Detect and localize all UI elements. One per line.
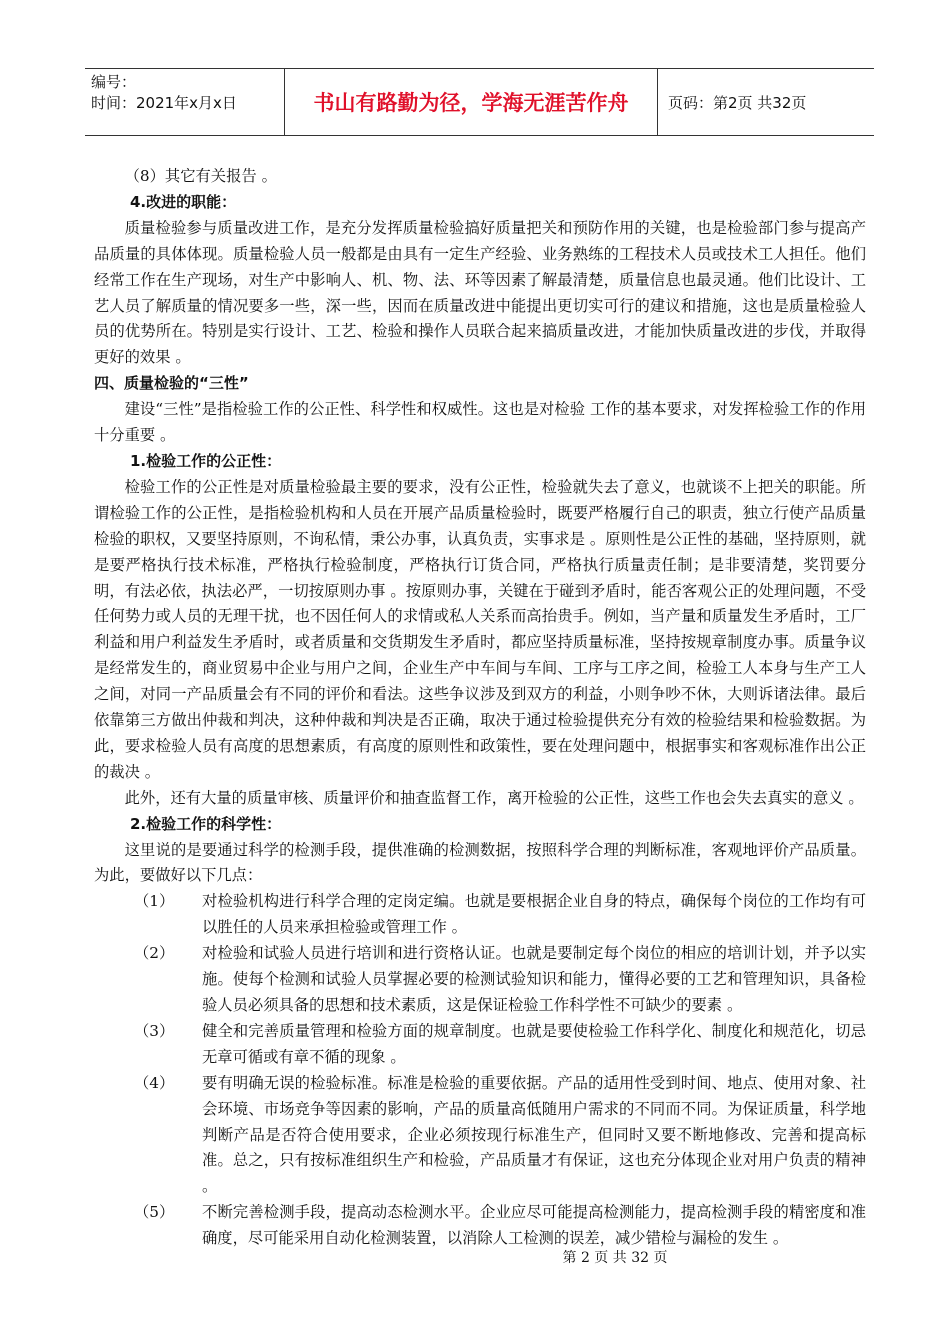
page-header	[85, 68, 874, 136]
number-label: 编号：	[91, 73, 137, 91]
header-meta	[85, 69, 285, 135]
list-item-number: （5）	[134, 1203, 175, 1222]
list-item-text: 要有明确无误的检验标准。标准是检验的重要依据。产品的适用性受到时间、地点、使用对象、社会环境、市场竞争等因素的影响，产品的质量高低随用户需求的不同而不同。为保证质量，科学地判断产品是否符合使用要求，企业必须按现行标准生产，但同时又要不断地修改、完善和提高标准。总之，只有按标准组织生产和检验，产品质量才有保证，这也充分体现企业对用户负责的精神 。	[202, 1073, 866, 1196]
paragraph-scientific: 这里说的是要通过科学的检测手段，提供准确的检测数据，按照科学合理的判断标准，客观地评价产品质量。为此，要做好以下几点：	[94, 840, 866, 885]
heading-fairness: 1.检验工作的公正性：	[130, 451, 282, 470]
list-item-number: （1）	[134, 892, 175, 911]
header-page-label: 页码：第2页 共32页	[668, 93, 807, 112]
paragraph-improve: 质量检验参与质量改进工作，是充分发挥质量检验搞好质量把关和预防作用的关键，也是检验部门参与提高产品质量的具体体现。质量检验人员一般都是由具有一定生产经验、业务熟练的工程技术人员或技术工人担任。他们经常工作在生产现场，对生产中影响人、机、物、法、环等因素了解最清楚，质量信息也最灵通。他们比设计、工艺人员了解质量的情况要多一些，深一些，因而在质量改进中能提出更切实可行的建议和措施，这也是质量检验人员的优势所在。特别是实行设计、工艺、检验和操作人员联合起来搞质量改进，才能加快质量改进的步伐，并取得更好的效果 。	[94, 218, 866, 367]
list-item	[94, 889, 866, 941]
page-footer: 第 2 页 共 32 页	[562, 1250, 668, 1266]
list-item-text: 健全和完善质量管理和检验方面的规章制度。也就是要使检验工作科学化、制度化和规范化，切忌无章可循或有章不循的现象 。	[202, 1021, 866, 1066]
header-motto: 书山有路勤为径，学海无涯苦作舟	[285, 69, 658, 135]
heading-three-properties: 四、质量检验的“三性”	[94, 374, 249, 393]
list-item	[94, 941, 866, 1019]
document-body	[94, 164, 866, 1252]
paragraph-fairness: 检验工作的公正性是对质量检验最主要的要求，没有公正性，检验就失去了意义，也就谈不上把关的职能。所谓检验工作的公正性，是指检验机构和人员在开展产品质量检验时，既要严格履行自己的职责，独立行使产品质量检验的职权，又要坚持原则，不询私情，秉公办事，认真负责，实事求是 。原则性是公正性的基础，坚持原则，就是要严格执行技术标准，严格执行检验制度，严格执行订货合同，严格执行质量责任制；是非要清楚，奖罚要分明，有法必依，执法必严，一切按原则办事 。按原则办事，关键在于碰到矛盾时，能否客观公正的处理问题，不受任何势力或人员的无理干扰，也不因任何人的求情或私人关系而高抬贵手。例如，当产量和质量发生矛盾时，工厂利益和用户利益发生矛盾时，或者质量和交货期发生矛盾时，都应坚持质量标准，坚持按规章制度办事。质量争议是经常发生的，商业贸易中企业与用户之间，企业生产中车间与车间、工序与工序之间，检验工人本身与生产工人之间，对同一产品质量会有不同的评价和看法。这些争议涉及到双方的利益，小则争吵不休，大则诉诸法律。最后依靠第三方做出仲裁和判决，这种仲裁和判决是否正确，取决于通过检验提供充分有效的检验结果和检验数据。为此，要求检验人员有高度的思想素质，有高度的原则性和政策性，要在处理问题中，根据事实和客观标准作出公正的裁决 。	[94, 477, 866, 781]
list-item-text: 不断完善检测手段，提高动态检测水平。企业应尽可能提高检测能力，提高检测手段的精密度和准确度，尽可能采用自动化检测装置，以消除人工检测的误差，减少错检与漏检的发生 。	[202, 1203, 866, 1248]
paragraph-three-properties: 建设“三性”是指检验工作的公正性、科学性和权威性。这也是对检验 工作的基本要求，对发挥检验工作的作用十分重要 。	[94, 400, 866, 445]
list-item-text: 对检验机构进行科学合理的定岗定编。也就是要根据企业自身的特点，确保每个岗位的工作均有可以胜任的人员来承担检验或管理工作 。	[202, 892, 866, 937]
paragraph-other-reports: （8）其它有关报告 。	[124, 167, 277, 185]
list-item-text: 对检验和试验人员进行培训和进行资格认证。也就是要制定每个岗位的相应的培训计划，并予以实施。使每个检测和试验人员掌握必要的检测试验知识和能力，懂得必要的工艺和管理知识，具备检验人员必须具备的思想和技术素质，这是保证检验工作科学性不可缺少的要素 。	[202, 944, 866, 1014]
list-item-number: （4）	[134, 1073, 175, 1092]
list-item	[94, 1019, 866, 1071]
list-item	[94, 1200, 866, 1252]
paragraph-fairness-2: 此外，还有大量的质量审核、质量评价和抽查监督工作，离开检验的公正性，这些工作也会失去真实的意义 。	[124, 788, 864, 807]
list-item	[94, 1071, 866, 1201]
heading-improve: 4.改进的职能：	[130, 192, 237, 211]
heading-scientific: 2.检验工作的科学性：	[130, 814, 282, 833]
date-label: 时间：2021年x月x日	[91, 94, 237, 112]
list-item-number: （3）	[134, 1021, 175, 1040]
list-item-number: （2）	[134, 944, 175, 963]
